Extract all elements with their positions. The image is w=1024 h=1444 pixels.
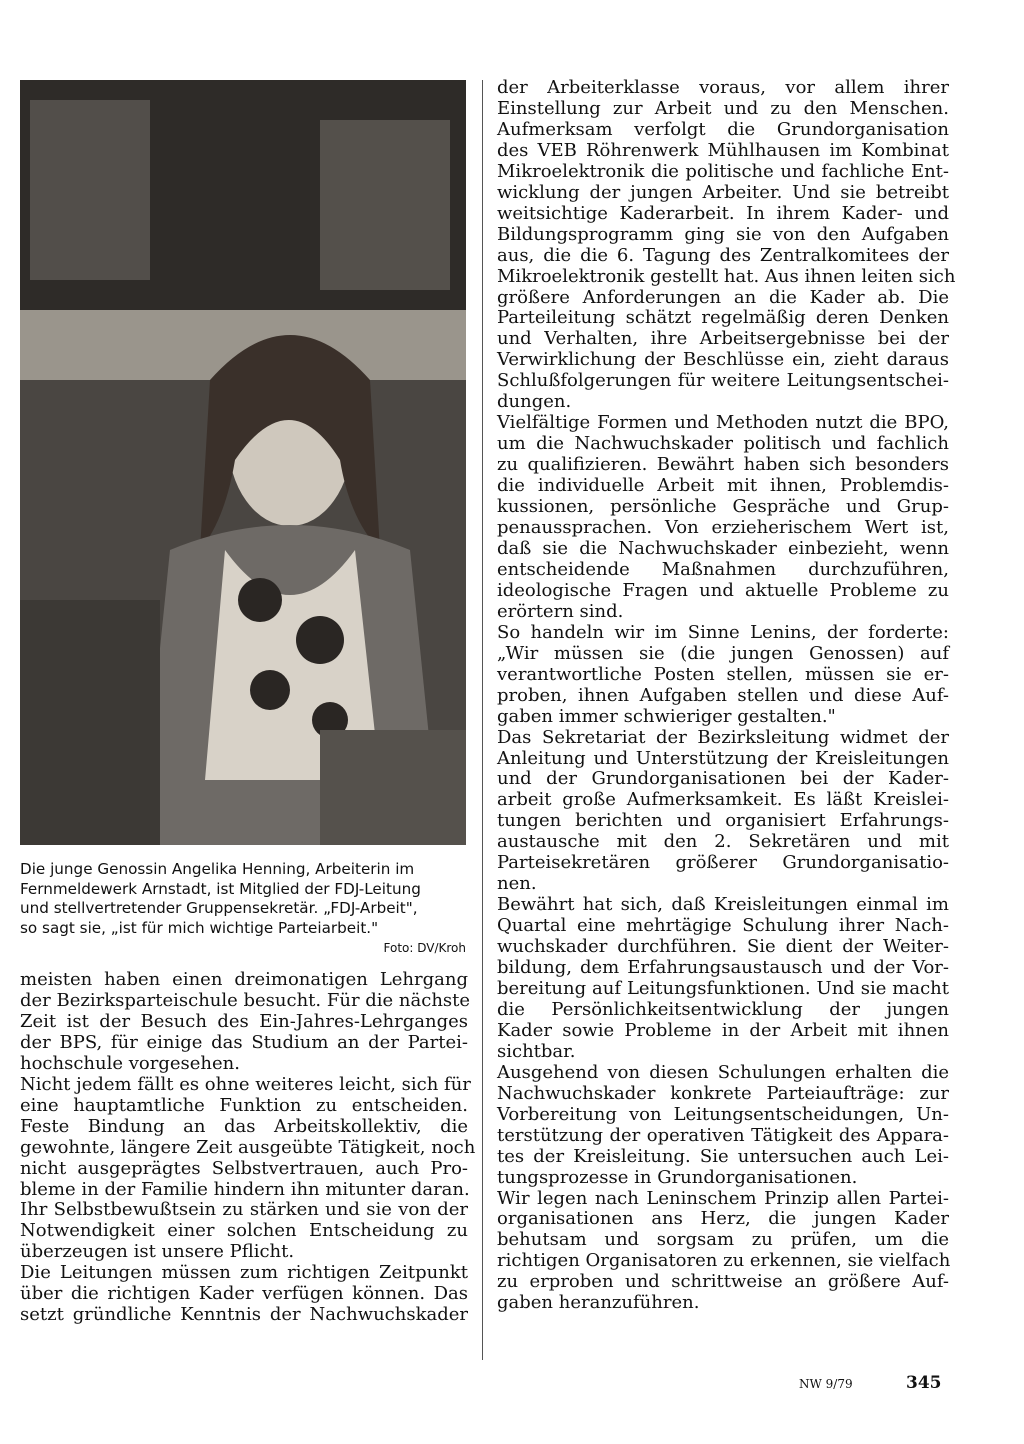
text-line: Ausgehend von diesen Schulungen erhalten die [497, 1061, 949, 1083]
text-line: sichtbar. [497, 1040, 576, 1062]
text-line: eine hauptamtliche Funktion zu entscheiden. [20, 1094, 468, 1116]
text-line: Anleitung und Unterstützung der Kreisleitungen [497, 747, 949, 769]
text-line: tungen berichten und organisiert Erfahrungs- [497, 810, 949, 832]
text-line: größere Anforderungen an die Kader ab. Die [497, 286, 949, 308]
text-line: ideologische Fragen und aktuelle Probleme zu [497, 579, 949, 601]
text-line: die Persönlichkeitsentwicklung der jungen [497, 998, 949, 1020]
text-line: der BPS, für einige das Studium an der Partei- [20, 1031, 468, 1053]
text-line: Die Leitungen müssen zum richtigen Zeitpunkt [20, 1262, 468, 1284]
photo-caption [20, 860, 466, 938]
text-line: gaben heranzuführen. [497, 1292, 700, 1314]
text-line: gewohnte, längere Zeit ausgeübte Tätigkeit, noch [20, 1136, 476, 1158]
text-line: terstützung der operativen Tätigkeit des Appara- [497, 1124, 949, 1146]
left-column-text [20, 969, 476, 1326]
text-line: Einstellung zur Arbeit und zu den Menschen. [497, 97, 949, 119]
text-line: Vielfältige Formen und Methoden nutzt die BPO, [497, 412, 949, 434]
text-line: Verwirklichung der Beschlüsse ein, zieht daraus [497, 349, 949, 371]
text-line: tes der Kreisleitung. Sie untersuchen auch Lei- [497, 1145, 949, 1167]
text-line: Vorbereitung von Leitungsentscheidungen, Un- [497, 1103, 949, 1125]
text-line: Das Sekretariat der Bezirksleitung widmet der [497, 726, 949, 748]
text-line: Bewährt hat sich, daß Kreisleitungen einmal im [497, 894, 949, 916]
text-line: meisten haben einen dreimonatigen Lehrgang [20, 969, 468, 990]
caption-line: und stellvertretender Gruppensekretär. „FDJ-Arbeit", [20, 899, 418, 917]
text-line: Nachwuchskader konkrete Parteiaufträge: zur [497, 1082, 949, 1104]
photo-icon [20, 80, 466, 845]
text-line: bleme in der Familie hindern ihn mitunter daran. [20, 1178, 470, 1200]
text-line: hochschule vorgesehen. [20, 1052, 240, 1074]
text-line: die individuelle Arbeit mit ihnen, Problemdis- [497, 475, 949, 497]
text-line: weitsichtige Kaderarbeit. In ihrem Kader- und [497, 202, 949, 224]
text-line: Mikroelektronik die politische und fachliche Ent- [497, 160, 949, 182]
text-line: Ihr Selbstbewußtsein zu stärken und sie von der [20, 1199, 468, 1221]
text-line: arbeit große Aufmerksamkeit. Es läßt Kreislei- [497, 789, 949, 811]
page-number: 345 [906, 1373, 942, 1393]
text-line: bereitung auf Leitungsfunktionen. Und sie macht [497, 977, 949, 999]
caption-line: so sagt sie, „ist für mich wichtige Parteiarbeit." [20, 918, 379, 937]
photo-credit: Foto: DV/Kroh [383, 941, 466, 955]
text-line: Zeit ist der Besuch des Ein-Jahres-Lehrganges [20, 1010, 468, 1032]
text-line: daß sie die Nachwuchskader einbezieht, wenn [497, 537, 949, 559]
column-divider [482, 80, 483, 1360]
text-line: zu qualifizieren. Bewährt haben sich besonders [497, 454, 949, 476]
text-line: nicht ausgeprägtes Selbstvertrauen, auch Pro- [20, 1157, 468, 1179]
text-line: dungen. [497, 391, 572, 413]
text-line: Schlußfolgerungen für weitere Leitungsentschei- [497, 370, 949, 392]
text-line: Quartal eine mehrtägige Schulung ihrer Nach- [497, 915, 949, 937]
text-line: bildung, dem Erfahrungsaustausch und der Vor- [497, 957, 949, 979]
text-line: entscheidende Maßnahmen durchzuführen, [497, 558, 949, 580]
photo-angelika-henning [20, 80, 466, 845]
text-line: Feste Bindung an das Arbeitskollektiv, die [20, 1115, 468, 1137]
text-line: kussionen, persönliche Gespräche und Grup- [497, 496, 949, 518]
text-line: um die Nachwuchskader politisch und fachlich [497, 433, 949, 455]
text-line: richtigen Organisatoren zu erkennen, sie vielfach [497, 1250, 951, 1272]
text-line: Kader sowie Probleme in der Arbeit mit ihnen [497, 1019, 949, 1041]
text-line: aus, die die 6. Tagung des Zentralkomitees der [497, 244, 949, 266]
text-line: „Wir müssen sie (die jungen Genossen) auf [497, 642, 949, 664]
text-line: So handeln wir im Sinne Lenins, der forderte: [497, 621, 949, 643]
text-line: behutsam und sorgsam zu prüfen, um die [497, 1229, 949, 1251]
issue-code: NW 9/79 [799, 1377, 853, 1391]
text-line: gaben immer schwieriger gestalten." [497, 705, 836, 727]
caption-line: Fernmeldewerk Arnstadt, ist Mitglied der FDJ-Leitung [20, 879, 421, 898]
text-line: setzt gründliche Kenntnis der Nachwuchskader [20, 1304, 468, 1326]
text-line: der Arbeiterklasse voraus, vor allem ihrer [497, 77, 949, 98]
text-line: Notwendigkeit einer solchen Entscheidung zu [20, 1220, 468, 1242]
text-line: des VEB Röhrenwerk Mühlhausen im Kombinat [497, 139, 949, 161]
text-line: Wir legen nach Leninschem Prinzip allen Partei- [497, 1187, 949, 1209]
text-line: zu erproben und schrittweise an größere Auf- [497, 1271, 949, 1293]
text-line: und Verhalten, ihre Arbeitsergebnisse bei der [497, 328, 949, 350]
text-line: wuchskader durchführen. Sie dient der Weiter- [497, 936, 949, 958]
text-line: organisationen ans Herz, die jungen Kader [497, 1208, 949, 1230]
text-line: überzeugen ist unsere Pflicht. [20, 1241, 295, 1263]
text-line: penaussprachen. Von erzieherischem Wert ist, [497, 517, 949, 539]
text-line: Mikroelektronik gestellt hat. Aus ihnen leiten sich [497, 265, 956, 287]
text-line: Parteileitung schätzt regelmäßig deren Denken [497, 307, 949, 329]
text-line: proben, ihnen Aufgaben stellen und diese Auf- [497, 684, 949, 706]
text-line: tungsprozesse in Grundorganisationen. [497, 1166, 858, 1188]
text-line: und der Grundorganisationen bei der Kader- [497, 768, 949, 790]
text-line: Aufmerksam verfolgt die Grundorganisation [497, 118, 949, 140]
text-line: austausche mit den 2. Sekretären und mit [497, 831, 949, 853]
text-line: erörtern sind. [497, 600, 624, 622]
text-line: Nicht jedem fällt es ohne weiteres leicht, sich für [20, 1073, 471, 1095]
text-line: wicklung der jungen Arbeiter. Und sie betreibt [497, 181, 949, 203]
caption-line: Die junge Genossin Angelika Henning, Arbeiterin im [20, 860, 415, 878]
text-line: der Bezirksparteischule besucht. Für die nächste [20, 989, 471, 1011]
right-column-text [497, 77, 956, 1314]
text-line: verantwortliche Posten stellen, müssen sie er- [497, 663, 949, 685]
text-line: Bildungsprogramm ging sie von den Aufgaben [497, 223, 949, 245]
text-line: nen. [497, 873, 537, 895]
text-line: über die richtigen Kader verfügen können. Das [20, 1283, 468, 1305]
text-line: Parteisekretären größerer Grundorganisatio- [497, 852, 949, 874]
